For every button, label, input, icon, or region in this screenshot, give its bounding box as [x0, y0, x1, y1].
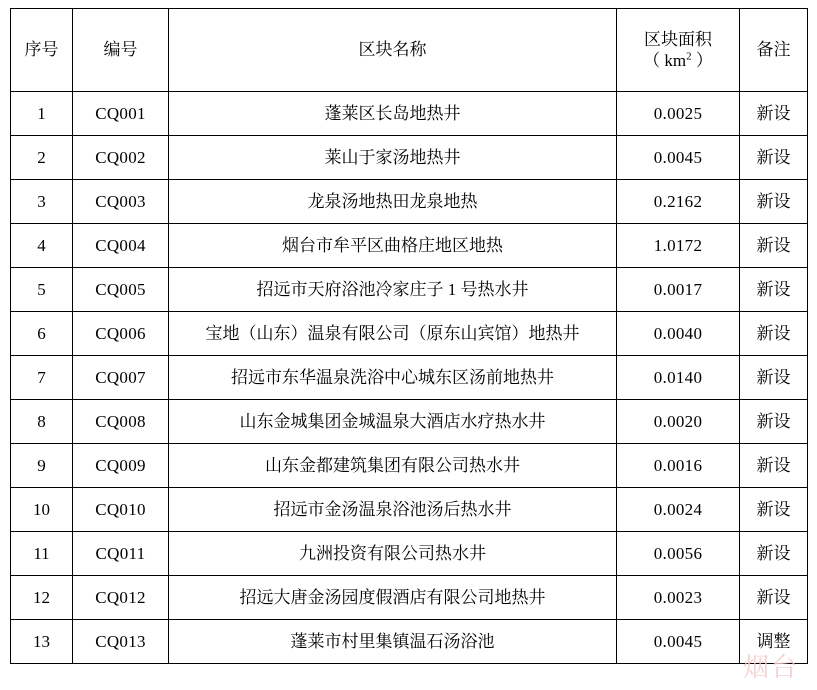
cell-area: 1.0172	[617, 224, 740, 268]
cell-no: 10	[11, 488, 73, 532]
cell-code: CQ004	[73, 224, 169, 268]
area-unit-prefix: （ km	[643, 51, 687, 70]
table-row	[11, 136, 808, 180]
cell-note: 新设	[740, 488, 808, 532]
cell-area: 0.0024	[617, 488, 740, 532]
area-unit-exponent: 2	[686, 50, 692, 63]
cell-no: 4	[11, 224, 73, 268]
cell-name: 山东金城集团金城温泉大酒店水疗热水井	[169, 400, 617, 444]
cell-note: 新设	[740, 312, 808, 356]
cell-code: CQ003	[73, 180, 169, 224]
cell-note: 新设	[740, 136, 808, 180]
cell-name: 蓬莱区长岛地热井	[169, 92, 617, 136]
cell-area: 0.0020	[617, 400, 740, 444]
area-unit-suffix: ）	[691, 51, 713, 70]
cell-no: 5	[11, 268, 73, 312]
column-header-area-line1: 区块面积	[644, 29, 712, 49]
cell-no: 3	[11, 180, 73, 224]
column-header-no: 序号	[11, 9, 73, 92]
cell-name: 九洲投资有限公司热水井	[169, 532, 617, 576]
cell-note: 调整	[740, 620, 808, 664]
cell-code: CQ012	[73, 576, 169, 620]
table-row	[11, 224, 808, 268]
column-header-area-unit	[617, 50, 739, 71]
cell-name: 招远市天府浴池冷家庄子 1 号热水井	[169, 268, 617, 312]
table-row	[11, 356, 808, 400]
table-body	[11, 92, 808, 664]
table-row	[11, 532, 808, 576]
cell-no: 6	[11, 312, 73, 356]
column-header-area	[617, 9, 740, 92]
cell-area: 0.0045	[617, 620, 740, 664]
table-row	[11, 576, 808, 620]
cell-no: 11	[11, 532, 73, 576]
cell-note: 新设	[740, 268, 808, 312]
cell-code: CQ006	[73, 312, 169, 356]
cell-note: 新设	[740, 180, 808, 224]
cell-name: 烟台市牟平区曲格庄地区地热	[169, 224, 617, 268]
cell-name: 莱山于家汤地热井	[169, 136, 617, 180]
cell-no: 9	[11, 444, 73, 488]
cell-name: 龙泉汤地热田龙泉地热	[169, 180, 617, 224]
table-row	[11, 620, 808, 664]
table-row	[11, 444, 808, 488]
cell-name: 招远大唐金汤园度假酒店有限公司地热井	[169, 576, 617, 620]
table-row	[11, 268, 808, 312]
cell-note: 新设	[740, 532, 808, 576]
cell-area: 0.2162	[617, 180, 740, 224]
cell-note: 新设	[740, 224, 808, 268]
cell-no: 7	[11, 356, 73, 400]
cell-note: 新设	[740, 576, 808, 620]
column-header-name: 区块名称	[169, 9, 617, 92]
cell-note: 新设	[740, 92, 808, 136]
cell-area: 0.0025	[617, 92, 740, 136]
cell-note: 新设	[740, 400, 808, 444]
cell-code: CQ005	[73, 268, 169, 312]
cell-no: 2	[11, 136, 73, 180]
cell-area: 0.0023	[617, 576, 740, 620]
cell-code: CQ009	[73, 444, 169, 488]
cell-code: CQ011	[73, 532, 169, 576]
column-header-note: 备注	[740, 9, 808, 92]
cell-name: 蓬莱市村里集镇温石汤浴池	[169, 620, 617, 664]
geothermal-block-table	[10, 8, 808, 664]
cell-note: 新设	[740, 444, 808, 488]
table-header	[11, 9, 808, 92]
table-header-row	[11, 9, 808, 92]
cell-note: 新设	[740, 356, 808, 400]
cell-code: CQ010	[73, 488, 169, 532]
column-header-code: 编号	[73, 9, 169, 92]
cell-code: CQ002	[73, 136, 169, 180]
cell-code: CQ007	[73, 356, 169, 400]
cell-area: 0.0017	[617, 268, 740, 312]
cell-name: 招远市东华温泉洗浴中心城东区汤前地热井	[169, 356, 617, 400]
cell-no: 12	[11, 576, 73, 620]
cell-no: 8	[11, 400, 73, 444]
cell-code: CQ013	[73, 620, 169, 664]
cell-area: 0.0016	[617, 444, 740, 488]
table-row	[11, 180, 808, 224]
cell-no: 13	[11, 620, 73, 664]
watermark: 烟台	[742, 652, 799, 682]
cell-name: 宝地（山东）温泉有限公司（原东山宾馆）地热井	[169, 312, 617, 356]
table-row	[11, 312, 808, 356]
cell-area: 0.0040	[617, 312, 740, 356]
cell-code: CQ008	[73, 400, 169, 444]
table-row	[11, 488, 808, 532]
table-row	[11, 400, 808, 444]
cell-area: 0.0045	[617, 136, 740, 180]
table-row	[11, 92, 808, 136]
cell-code: CQ001	[73, 92, 169, 136]
cell-no: 1	[11, 92, 73, 136]
cell-name: 山东金都建筑集团有限公司热水井	[169, 444, 617, 488]
cell-area: 0.0140	[617, 356, 740, 400]
cell-name: 招远市金汤温泉浴池汤后热水井	[169, 488, 617, 532]
cell-area: 0.0056	[617, 532, 740, 576]
